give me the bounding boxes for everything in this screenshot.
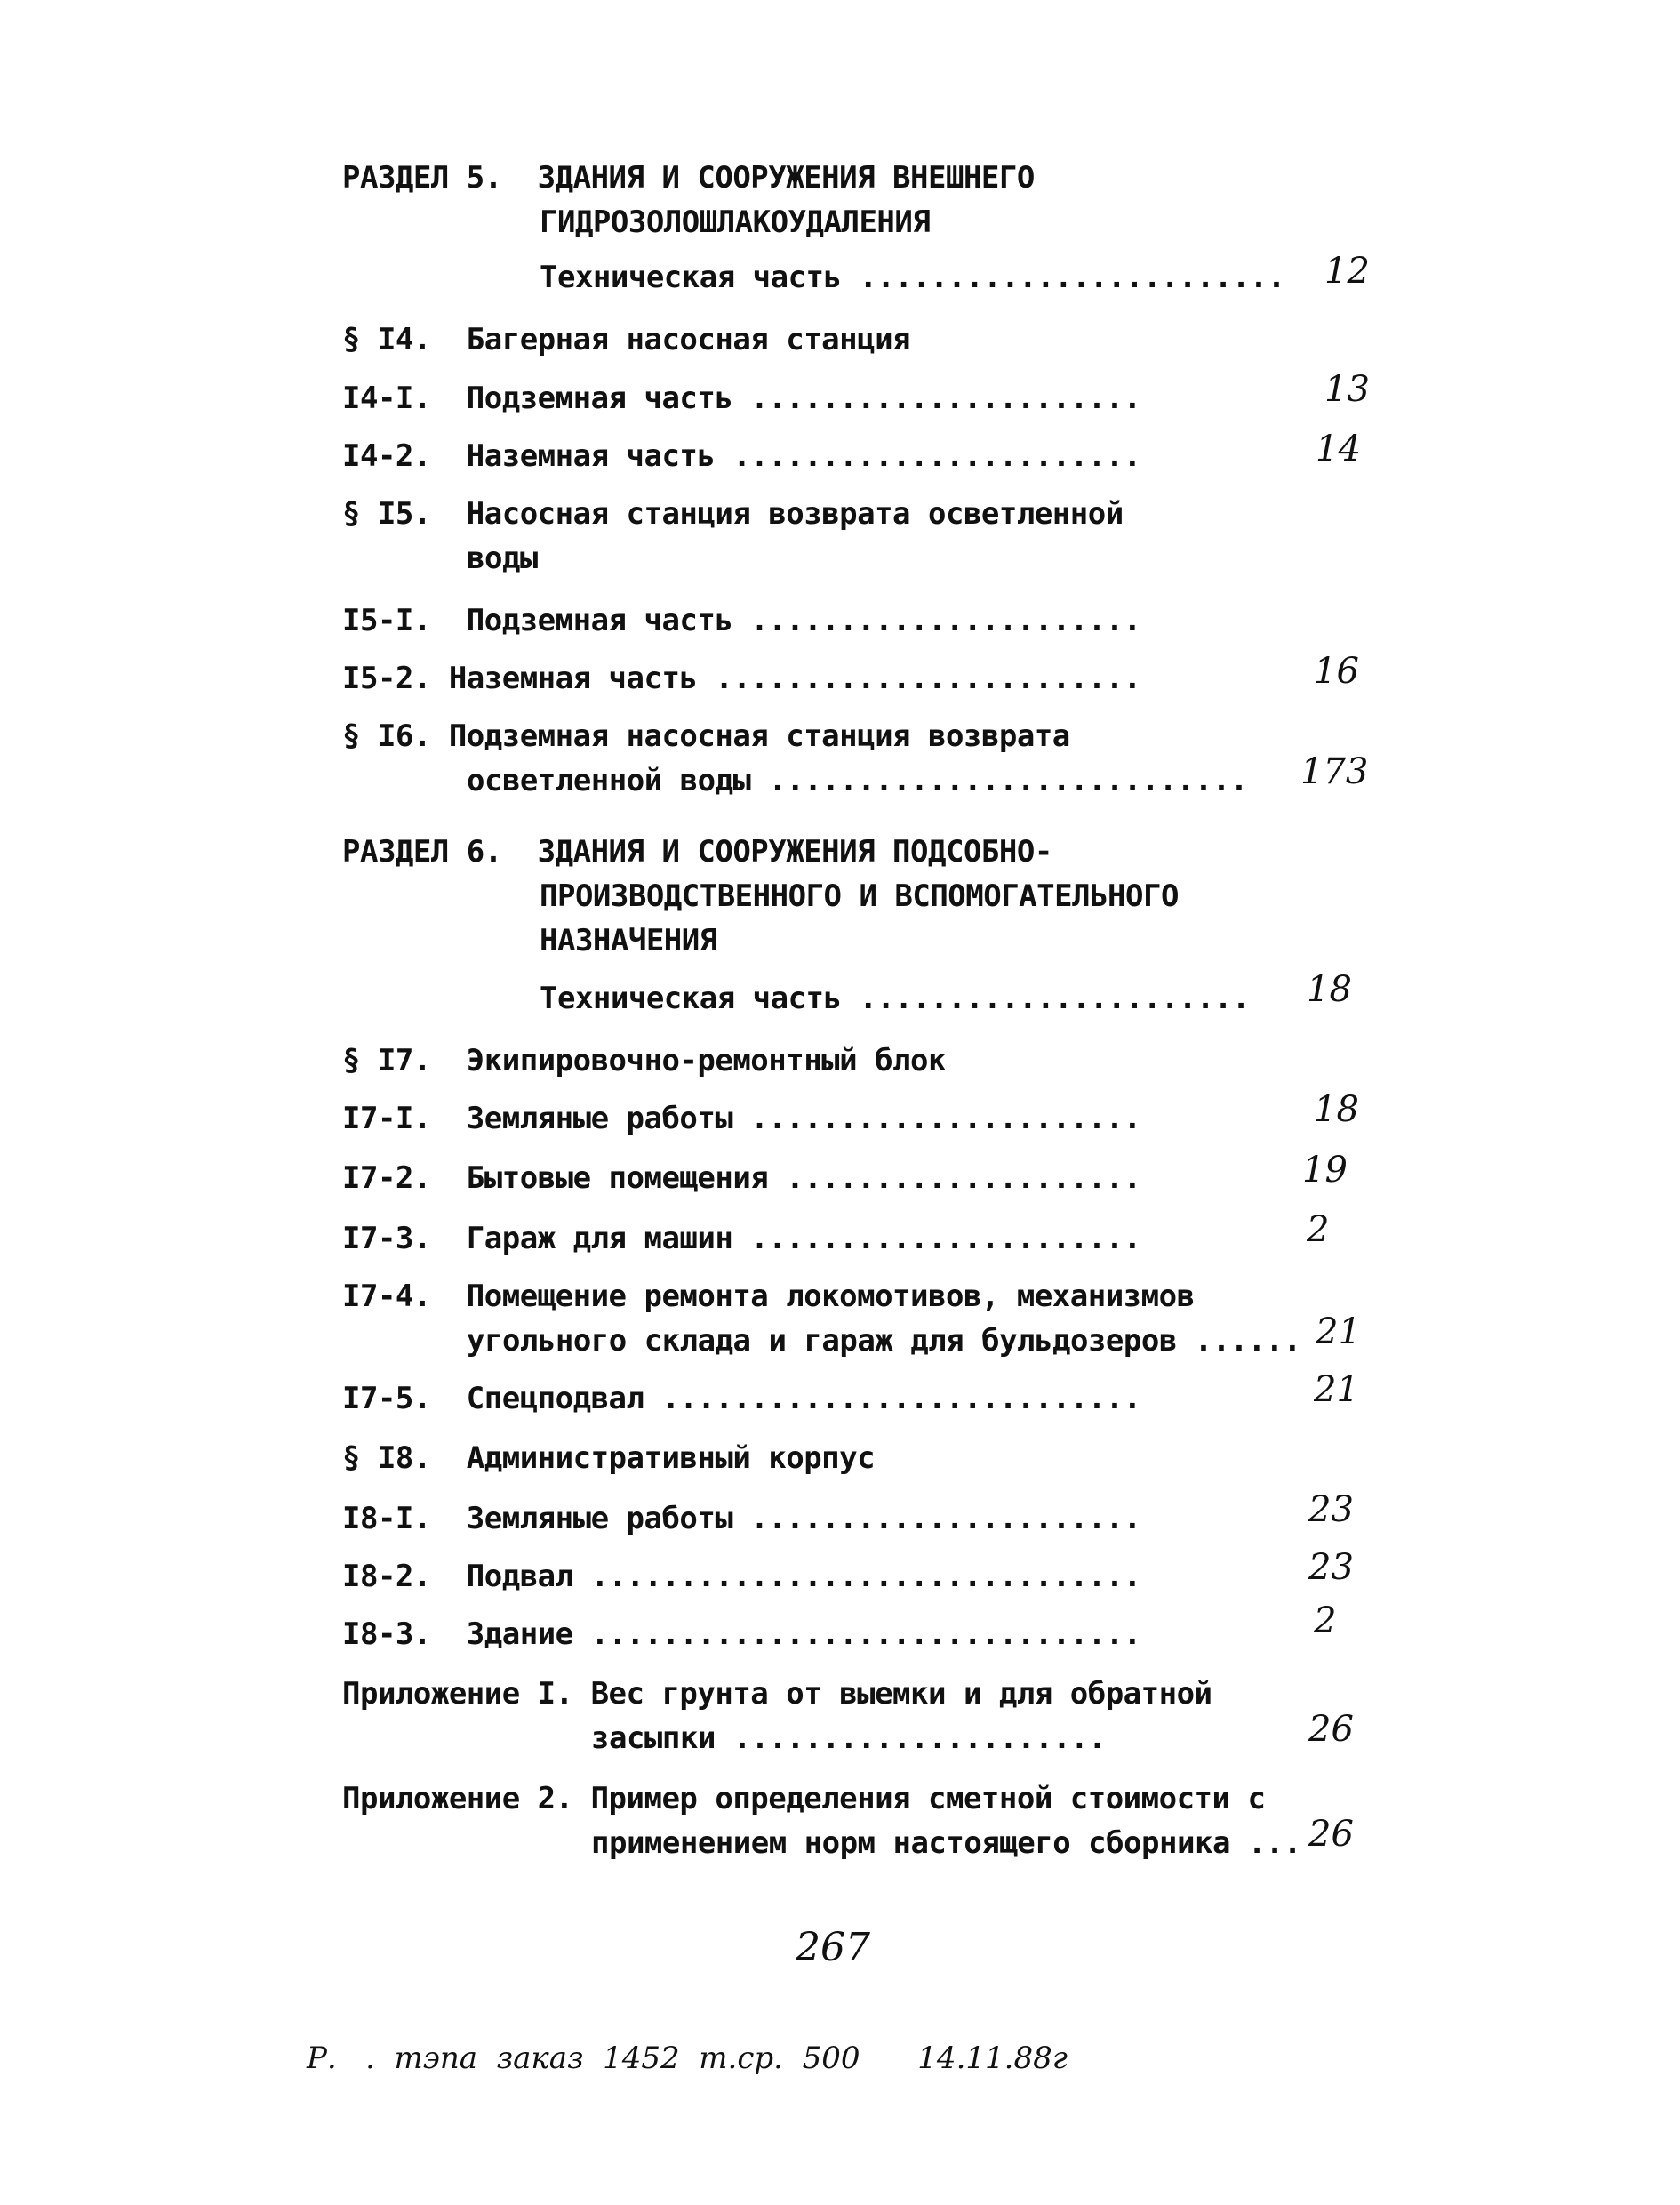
handwritten-page-number: 21 bbox=[1314, 1369, 1359, 1410]
toc-line-15-1: I5-I. Подземная часть ...................... bbox=[342, 603, 1141, 638]
handwritten-page-number: 18 bbox=[1307, 969, 1352, 1010]
handwritten-page-number: 13 bbox=[1324, 369, 1370, 410]
toc-line-section-5: РАЗДЕЛ 5. ЗДАНИЯ И СООРУЖЕНИЯ ВНЕШНЕГО bbox=[342, 160, 1035, 196]
page-number: 267 bbox=[796, 1925, 870, 1970]
toc-line-14-1: I4-I. Подземная часть ...................... bbox=[342, 381, 1159, 416]
toc-line-15-cont: воды bbox=[467, 541, 538, 576]
handwritten-page-number: 2 bbox=[1307, 1209, 1330, 1250]
toc-line-18-1: I8-I. Земляные работы ...................... bbox=[342, 1501, 1141, 1536]
toc-line-18: § I8. Административный корпус bbox=[342, 1440, 876, 1476]
toc-line-18-3: I8-3. Здание ............................... bbox=[342, 1616, 1141, 1652]
handwritten-page-number: 21 bbox=[1316, 1311, 1361, 1352]
toc-line-17-4: I7-4. Помещение ремонта локомотивов, механизмов bbox=[342, 1279, 1195, 1314]
toc-line-appendix-1-cont: засыпки ..................... bbox=[591, 1720, 1107, 1756]
handwritten-page-number: 14 bbox=[1316, 429, 1361, 469]
handwritten-page-number: 173 bbox=[1300, 751, 1369, 792]
toc-line-16: § I6. Подземная насосная станция возврата bbox=[342, 718, 1070, 754]
handwritten-page-number: 23 bbox=[1308, 1547, 1354, 1588]
toc-line-section-6: РАЗДЕЛ 6. ЗДАНИЯ И СООРУЖЕНИЯ ПОДСОБНО- bbox=[342, 834, 1052, 870]
handwritten-page-number: 26 bbox=[1308, 1709, 1354, 1750]
toc-line-17-3: I7-3. Гараж для машин ...................... bbox=[342, 1221, 1141, 1256]
toc-line-17: § I7. Экипировочно-ремонтный блок bbox=[342, 1043, 946, 1078]
toc-line-17-1: I7-I. Земляные работы ...................... bbox=[342, 1101, 1141, 1136]
footer-note: Р. . тэпа заказ 1452 т.ср. 500 14.11.88г bbox=[307, 2041, 1068, 2076]
toc-line-16-cont: осветленной воды ........................... bbox=[467, 763, 1248, 798]
toc-line-section-6-cont2: НАЗНАЧЕНИЯ bbox=[540, 923, 717, 958]
handwritten-page-number: 16 bbox=[1314, 651, 1359, 692]
toc-line-18-2: I8-2. Подвал ............................... bbox=[342, 1559, 1141, 1594]
toc-line-appendix-2: Приложение 2. Пример определения сметной стоимости с bbox=[342, 1781, 1266, 1816]
toc-line-15-2: I5-2. Наземная часть ........................ bbox=[342, 661, 1141, 696]
toc-line-14-2: I4-2. Наземная часть ....................... bbox=[342, 438, 1141, 474]
toc-line-appendix-2-cont: применением норм настоящего сборника ... bbox=[591, 1825, 1301, 1861]
handwritten-page-number: 26 bbox=[1308, 1814, 1354, 1855]
toc-line-section-5-cont: ГИДРОЗОЛОШЛАКОУДАЛЕНИЯ bbox=[540, 204, 931, 240]
toc-line-appendix-1: Приложение I. Вес грунта от выемки и для обратной bbox=[342, 1676, 1212, 1712]
toc-line-17-4-cont: угольного склада и гараж для бульдозеров ...... bbox=[467, 1323, 1301, 1359]
toc-line-17-5: I7-5. Спецподвал ........................... bbox=[342, 1381, 1141, 1416]
handwritten-page-number: 23 bbox=[1308, 1489, 1354, 1530]
handwritten-page-number: 19 bbox=[1302, 1150, 1348, 1191]
toc-line-17-2: I7-2. Бытовые помещения .................... bbox=[342, 1160, 1141, 1196]
toc-line-15: § I5. Насосная станция возврата осветленной bbox=[342, 496, 1124, 532]
toc-line-tech-part-5: Техническая часть ........................ bbox=[540, 260, 1285, 295]
handwritten-page-number: 2 bbox=[1314, 1600, 1337, 1641]
toc-line-section-6-cont1: ПРОИЗВОДСТВЕННОГО И ВСПОМОГАТЕЛЬНОГО bbox=[540, 878, 1179, 914]
handwritten-page-number: 12 bbox=[1324, 251, 1370, 292]
handwritten-page-number: 18 bbox=[1314, 1089, 1359, 1130]
toc-line-tech-part-6: Техническая часть ...................... bbox=[540, 981, 1250, 1016]
toc-line-14: § I4. Багерная насосная станция bbox=[342, 322, 911, 357]
